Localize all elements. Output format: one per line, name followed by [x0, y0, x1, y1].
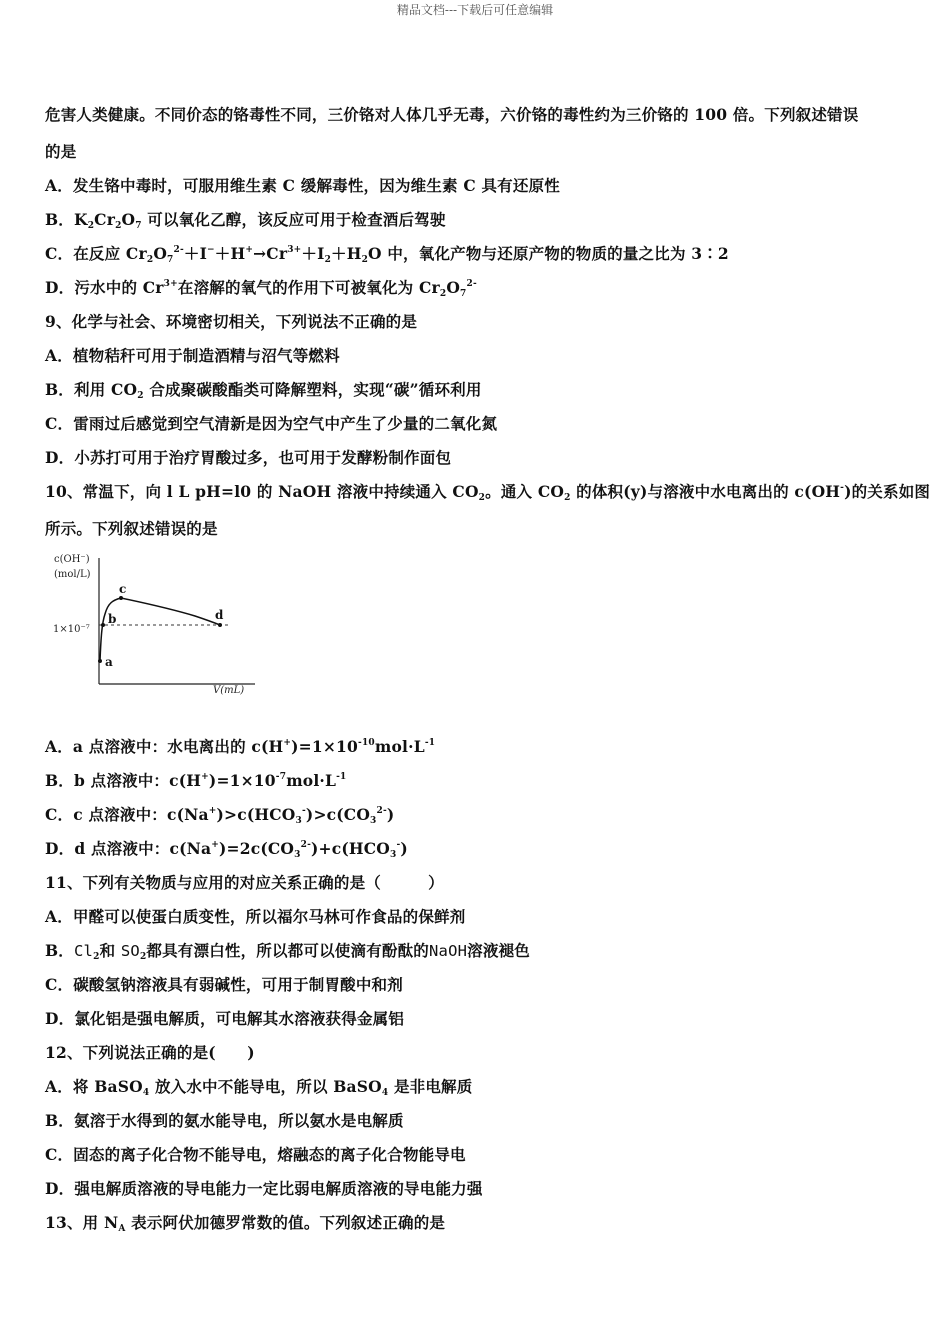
q11-stem: 11、下列有关物质与应用的对应关系正确的是（ ）: [45, 873, 444, 892]
q8-option-d: D．污水中的 $Cr^{3+}$在溶解的氧气的作用下可被氧化为 $Cr_2O_7^{2-}$: [45, 278, 477, 299]
q11-option-c: C．碳酸氢钠溶液具有弱碱性，可用于制胃酸中和剂: [45, 975, 403, 994]
graph-point-c: [119, 596, 123, 600]
graph-x-label: V(mL): [213, 685, 245, 696]
q10-option-a: A．a 点溶液中：水电离出的 $c(H^+)=1\times 10^{-10}mol\cdot L^{-1}$: [45, 737, 436, 756]
graph-label-b: b: [108, 612, 117, 626]
q10-stem-line2: 所示。下列叙述错误的是: [45, 519, 218, 538]
q9-option-b: B．利用 $CO_2$ 合成聚碳酸酯类可降解塑料，实现“碳”循环利用: [45, 380, 482, 401]
q10-option-c: C．c 点溶液中：$c(Na^+)>c(HCO_3^-)>c(CO_3^{2-})$: [45, 805, 395, 826]
q10-stem-line1: 10、常温下，向 l L pH=l0 的 NaOH 溶液中持续通入 $CO_2$。通入 $CO_2$ 的体积(y)与溶液中水电离出的 c(OH-)的关系如图: [45, 482, 931, 503]
q10-option-d: D．d 点溶液中：$c(Na^+)=2c(CO_3^{2-})+c(HCO_3^-)$: [45, 839, 408, 860]
q8-option-c: C．在反应 $Cr_2O_7^{2-}+I^-+H^+\to Cr^{3+}+I_2+H_2O$ 中，氧化产物与还原产物的物质的量之比为 3∶2: [45, 244, 729, 265]
graph-label-a: a: [105, 655, 113, 669]
q9-stem: 9、化学与社会、环境密切相关，下列说法不正确的是: [45, 312, 418, 331]
q8-option-b: B．$K_2Cr_2O_7$ 可以氧化乙醇，该反应可用于检查酒后驾驶: [45, 210, 446, 231]
q11-option-d: D．氯化铝是强电解质，可电解其水溶液获得金属铝: [45, 1009, 405, 1028]
graph-point-d: [218, 623, 222, 627]
q9-option-c: C．雷雨过后感觉到空气清新是因为空气中产生了少量的二氧化氮: [45, 414, 498, 433]
graph-point-a: [98, 659, 102, 663]
q11-option-b: B．$Cl_2$和 $SO_2$都具有漂白性，所以都可以使滴有酚酞的NaOH溶液褪色: [45, 941, 530, 962]
q12-option-c: C．固态的离子化合物不能导电，熔融态的离子化合物能导电: [45, 1145, 466, 1164]
q11-option-a: A．甲醛可以使蛋白质变性，所以福尔马林可作食品的保鲜剂: [45, 907, 466, 926]
q12-option-a: A．将 BaSO$_4$ 放入水中不能导电，所以 BaSO$_4$ 是非电解质: [45, 1077, 473, 1098]
q9-option-d: D．小苏打可用于治疗胃酸过多，也可用于发酵粉制作面包: [45, 448, 452, 467]
page-header: 精品文档---下载后可任意编辑: [396, 3, 554, 17]
q12-option-d: D．强电解质溶液的导电能力一定比弱电解质溶液的导电能力强: [45, 1179, 483, 1198]
graph-y-label: c(OH⁻): [54, 554, 90, 565]
q12-stem: 12、下列说法正确的是( ): [45, 1043, 255, 1062]
q12-option-b: B．氨溶于水得到的氨水能导电，所以氨水是电解质: [45, 1111, 404, 1130]
q9-option-a: A．植物秸秆可用于制造酒精与沼气等燃料: [45, 346, 340, 365]
graph-label-c: c: [119, 582, 127, 596]
q8-option-a: A．发生铬中毒时，可服用维生素 C 缓解毒性，因为维生素 C 具有还原性: [45, 176, 560, 195]
graph-label-d: d: [215, 608, 224, 622]
q10-graph: [45, 548, 260, 698]
graph-y-unit: (mol/L): [54, 569, 91, 580]
q13-stem: 13、用 $N_A$ 表示阿伏加德罗常数的值。下列叙述正确的是: [45, 1213, 446, 1234]
graph-point-b: [101, 623, 105, 627]
q8-stem-line2: 的是: [45, 142, 77, 161]
q8-stem-line1: 危害人类健康。不同价态的铬毒性不同，三价铬对人体几乎无毒，六价铬的毒性约为三价铬的 100 倍。下列叙述错误: [45, 105, 859, 124]
graph-y-tick-label: 1×10⁻⁷: [53, 624, 90, 635]
q10-option-b: B．b 点溶液中：$c(H^+)=1\times 10^{-7}mol\cdot L^{-1}$: [45, 771, 347, 790]
graph-curve: [100, 598, 220, 661]
